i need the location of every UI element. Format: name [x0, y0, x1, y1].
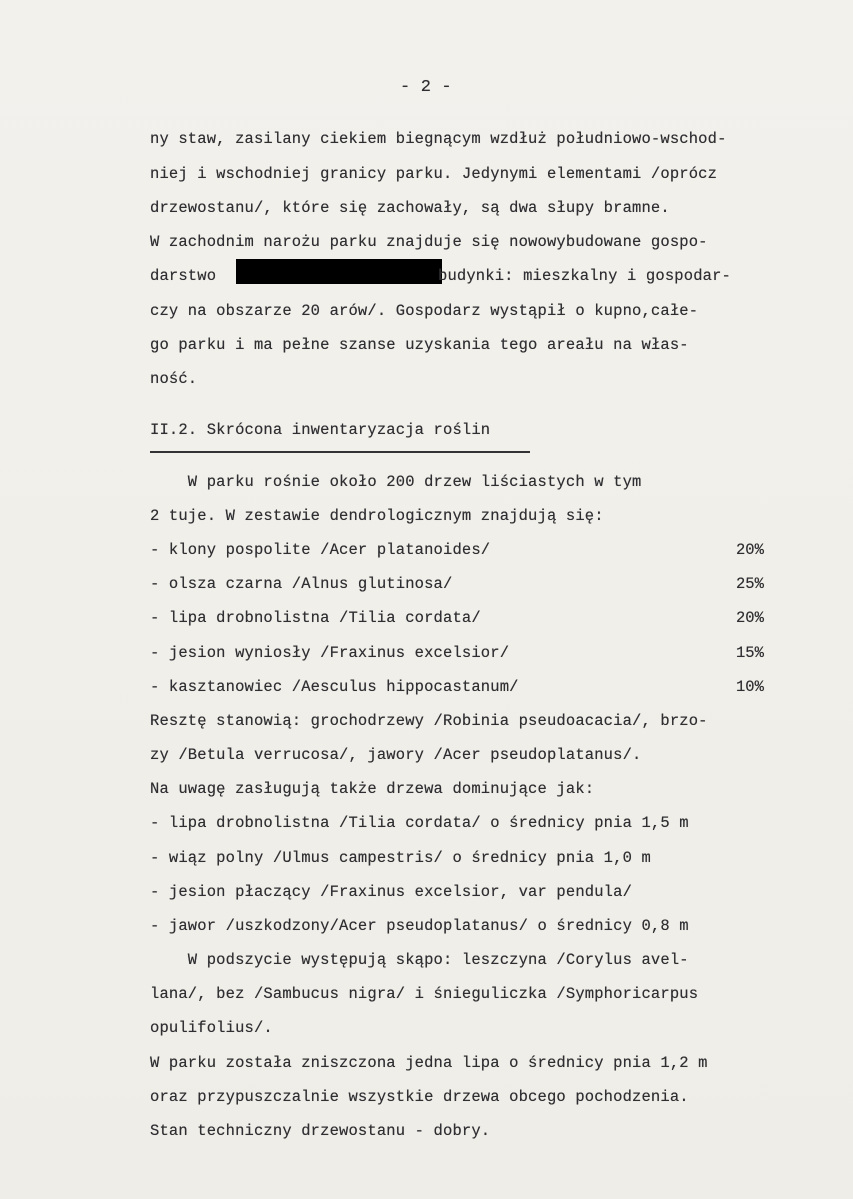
text-line: budynki: mieszkalny i gospodar- [438, 267, 731, 285]
text-line: drzewostanu/, które się zachowały, są dwa słupy bramne. [150, 199, 670, 217]
species-item: - jesion wyniosły /Fraxinus excelsior/ [150, 644, 510, 662]
heading-underline [150, 451, 530, 453]
text-line: niej i wschodniej granicy parku. Jedynymi elementami /oprócz [150, 165, 718, 183]
text-line: lana/, bez /Sambucus nigra/ i śnieguliczka /Symphoricarpus [150, 985, 699, 1003]
text-line: darstwo [150, 267, 217, 285]
text-line: W podszycie występują skąpo: leszczyna /Corylus avel- [150, 951, 689, 969]
species-item: - kasztanowiec /Aesculus hippocastanum/ [150, 678, 519, 696]
text-line: - wiąz polny /Ulmus campestris/ o średnicy pnia 1,0 m [150, 849, 651, 867]
section-heading: II.2. Skrócona inwentaryzacja roślin [150, 421, 491, 439]
text-line: czy na obszarze 20 arów/. Gospodarz wystąpił o kupno,całe- [150, 302, 699, 320]
text-line: - lipa drobnolistna /Tilia cordata/ o średnicy pnia 1,5 m [150, 814, 689, 832]
text-line: ny staw, zasilany ciekiem biegnącym wzdłuż południowo-wschod- [150, 130, 727, 148]
species-percent: 20% [736, 541, 764, 559]
text-line: opulifolius/. [150, 1019, 273, 1037]
species-item: - lipa drobnolistna /Tilia cordata/ [150, 609, 481, 627]
text-line: Stan techniczny drzewostanu - dobry. [150, 1122, 491, 1140]
text-line: oraz przypuszczalnie wszystkie drzewa obcego pochodzenia. [150, 1088, 689, 1106]
text-line: W zachodnim narożu parku znajduje się nowowybudowane gospo- [150, 233, 708, 251]
text-line: ność. [150, 370, 198, 388]
species-percent: 20% [736, 609, 764, 627]
text-line: Na uwagę zasługują także drzewa dominujące jak: [150, 780, 595, 798]
text-line: Resztę stanowią: grochodrzewy /Robinia pseudoacacia/, brzo- [150, 712, 708, 730]
species-item: - klony pospolite /Acer platanoides/ [150, 541, 491, 559]
species-item: - olsza czarna /Alnus glutinosa/ [150, 575, 453, 593]
redaction-block [236, 259, 442, 284]
text-line: - jawor /uszkodzony/Acer pseudoplatanus/ o średnicy 0,8 m [150, 917, 689, 935]
text-line: 2 tuje. W zestawie dendrologicznym znajdują się: [150, 507, 604, 525]
text-line: zy /Betula verrucosa/, jawory /Acer pseudoplatanus/. [150, 746, 642, 764]
species-percent: 15% [736, 644, 764, 662]
text-line: W parku została zniszczona jedna lipa o średnicy pnia 1,2 m [150, 1054, 708, 1072]
species-percent: 25% [736, 575, 764, 593]
page-number: - 2 - [400, 78, 452, 97]
text-line: W parku rośnie około 200 drzew liściastych w tym [150, 473, 642, 491]
text-line: go parku i ma pełne szanse uzyskania tego areału na włas- [150, 336, 689, 354]
text-line: - jesion płaczący /Fraxinus excelsior, var pendula/ [150, 883, 633, 901]
species-percent: 10% [736, 678, 764, 696]
